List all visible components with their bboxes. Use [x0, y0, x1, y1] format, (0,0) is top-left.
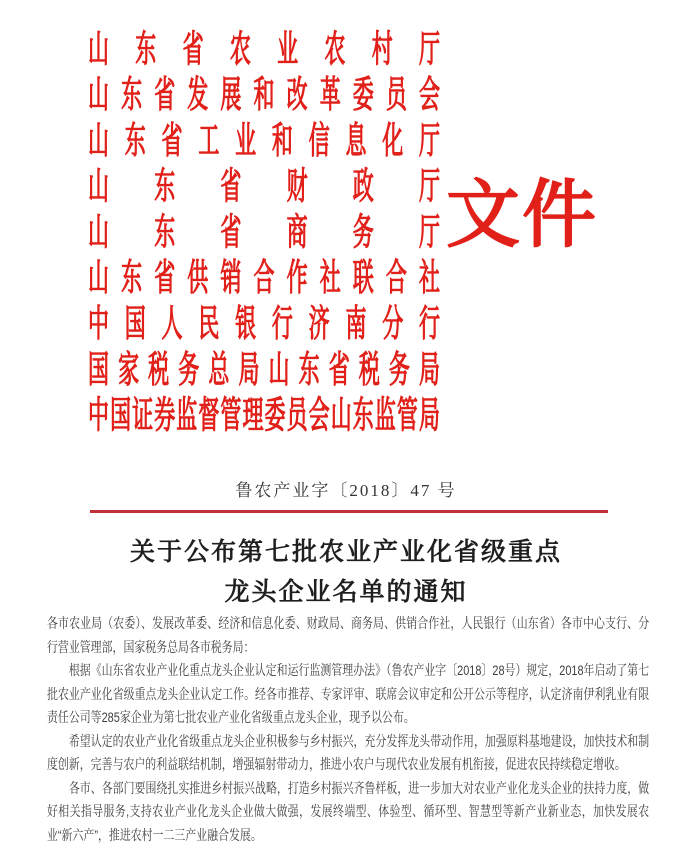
body-paragraph: 各市农业局（农委）、发展改革委、经济和信息化委、财政局、商务局、供销合作社，人民银行（山东省）各市中心支行、分行营业管理部，国家税务总局各市税务局： [47, 615, 650, 655]
agency-name: 山东省工业和信息化厅 [88, 121, 440, 162]
body-paragraph: 希望认定的农业产业化省级重点龙头企业积极参与乡村振兴，充分发挥龙头带动作用，加强原料基地建设，加快技术和制度创新，完善与农户的利益联结机制，增强辐射带动力，推进小农户与现代农业发展有机衔接，促进农民持续稳定增收。 [47, 732, 650, 772]
agency-name: 中国人民银行济南分行 [88, 304, 440, 345]
document-body [47, 612, 649, 844]
agency-name: 山东省农业农村厅 [88, 29, 440, 71]
document-marker-wenjian: 文件 [446, 173, 598, 256]
agency-name: 中国证券监督管理委员会山东监管局 [88, 395, 440, 437]
title-line-1: 关于公布第七批农业产业化省级重点 [129, 538, 562, 566]
title-line-2: 龙头企业名单的通知 [224, 578, 468, 606]
agency-name: 国家税务总局山东省税务局 [88, 350, 440, 391]
agency-list [88, 28, 440, 440]
body-paragraph: 根据《山东省农业产业化重点龙头企业认定和运行监测管理办法》（鲁农产业字〔2018〕28号）规定，2018年启动了第七批农业产业化省级重点龙头企业认定工作。经各市推荐、专家评审、联席会议审定和公开公示等程序，认定济南伊利乳业有限责任公司等285家企业为第七批农业产业化省级重点龙头企业，现予以公布。 [47, 662, 650, 725]
doc-number: 鲁农产业字〔2018〕47 号 [235, 481, 457, 500]
agency-name: 山东省发展和改革委员会 [88, 75, 440, 116]
document-title [0, 532, 692, 612]
agency-name: 山东省财政厅 [88, 167, 440, 208]
agency-name: 山东省供销合作社联合社 [88, 258, 440, 300]
body-paragraph: 各市、各部门要围绕扎实推进乡村振兴战略，打造乡村振兴齐鲁样板，进一步加大对农业产业化龙头企业的扶持力度，做好相关指导服务,支持农业产业化龙头企业做大做强，发展终端型、体验型、循环型、智慧型等新产业新业态，加快发展农业“新六产”，推进农村一二三产业融合发展。 [47, 779, 650, 843]
agency-name: 山东省商务厅 [88, 212, 440, 254]
red-divider [90, 510, 608, 513]
